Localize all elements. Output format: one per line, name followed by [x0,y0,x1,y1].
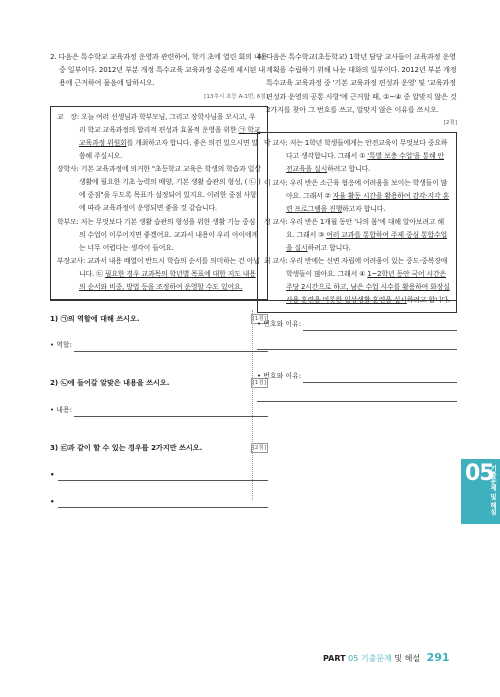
speaker-label: 학부모: [57,217,79,226]
subquestion-3 [50,441,268,454]
underlined-text: '특별 보충 수업'을 통해 안전교육을 실시 [286,152,445,174]
dialogue-line [57,255,261,294]
question-2 [50,50,268,300]
page-number: 291 [426,651,450,664]
question-4-points: [2점] [443,120,457,127]
answer-label: • 내용: [50,405,72,414]
underlined-text: 1~2학년 동안 국어 시간은 주당 2시간으로 하고, 남은 수업 시수를 활용하여 화장실 사용 훈련을 비롯한 일상생활 훈련을 실시 [286,270,450,305]
page-footer [323,651,450,664]
chapter-label: 기출문제 및 해설 [489,465,497,516]
question-2-source: [13추시 초등 A-1번, 6점] [204,93,268,100]
dialogue-text: 저는 1학년 학생들에게는 안전교육이 무엇보다 중요하다고 생각합니다. 그래서 ① [286,139,448,161]
answer-line-continued[interactable] [257,331,457,350]
points-badge: [1점] [252,380,266,387]
question-4 [257,50,457,313]
dialogue-text: 우리 반에는 신변 자립에 어려움이 있는 중도·중복장애 학생들이 많아요. 그래서 ④ [286,257,448,279]
question-4-header: 4) 다음은 특수학교(초등학교) 1학년 담당 교사들이 교육과정 운영 계획을 수립하기 위해 나눈 대화의 일부이다. 2012년 부분 개정 특수교육 교육과정 중 '기본 교육과정 편성과 운영' 및 '교육과정 편성과 운영의 공통 사항'에 근거할 때, ①~④ 중 알맞지 않은 것 2가지를 찾아 그 번호를 쓰고, 알맞지 않은 이유를 쓰시오. [257,52,457,114]
underlined-text: ㉠ 학교 교육과정 위원회 [79,125,261,147]
dialogue-text: 오늘 여러 선생님과 학부모님, 그리고 장학사님을 모시고, 우리 학교 교육과정의 합리적 편성과 효율적 운영을 위한 [79,112,256,134]
dialogue-line [57,111,261,163]
answer-field-content[interactable] [50,404,268,417]
answer-line[interactable] [74,408,268,417]
footer-title: 기출문제 [360,654,392,663]
dialogue-text: 하려고 합니다. [406,296,450,305]
dialogue-text: 를 개최하고자 합니다. 좋은 의견 있으시면 말씀해 주십시오. [79,139,258,161]
dialogue-line [264,177,450,216]
speaker-label: 교 장: [57,112,79,121]
answer-line[interactable] [58,472,268,481]
chapter-side-tab [461,459,500,524]
dialogue-line [264,137,450,176]
speaker-label: 이 교사: [264,178,288,187]
question-4-dialogue-box [257,132,457,313]
question-4-answers [257,304,457,402]
subquestion-stem: 1) ㉠의 역할에 대해 쓰시오. [50,314,140,323]
section-divider [50,300,457,301]
answer-field-number-reason-1[interactable] [257,318,457,331]
answer-field-role[interactable] [50,339,268,352]
dialogue-text: 하려고 합니다. [327,165,371,174]
dialogue-text: 하고자 합니다. [342,204,386,213]
speaker-label: 부장교사: [57,256,86,265]
dialogue-text: 하려고 합니다. [307,243,351,252]
underlined-text: 필요한 경우 교과목의 학년별 목표에 대한 지도 내용의 순서와 비중, 방법 등을 조정하여 운영할 수도 있어요. [79,269,256,292]
points-badge: [2점] [252,444,266,451]
dialogue-text: 기본 교육과정에 의거한 "초등학교 교육은 학생의 학습과 일상생활에 필요한 기초 능력의 배양, 기본 생활 습관의 형성, ( ㉡ )에 중점"을 두도록 목표가 설정되어 있지요. 이러한 중점 사항에 따라 교육과정이 운영되면 좋을 것 같습니다. [79,165,261,213]
speaker-label: 최 교사: [264,257,288,266]
footer-part: PART [323,654,346,663]
question-2-dialogue-box [50,106,268,300]
dialogue-line [57,163,261,215]
answer-line[interactable] [303,374,457,383]
answer-line[interactable] [58,499,268,508]
footer-title-suffix: 및 해설 [394,654,421,663]
speaker-label: 박 교사: [264,139,288,148]
answer-field-number-reason-2[interactable] [257,370,457,383]
question-2-header: 2. 다음은 특수학교 교육과정 운영과 관련하여, 학기 초에 열린 회의 내용 중 일부이다. 2012년 부분 개정 특수교육 교육과정 총론에 제시된 내용에 근거하여 물음에 답하시오. [50,52,268,88]
answer-label: • 번호와 이유: [257,320,302,328]
bullet-mark: • [50,470,55,480]
answer-field-case-2[interactable] [50,495,268,508]
footer-part-number: 05 [348,654,359,663]
question-2-subquestions [50,304,268,508]
underlined-text: 여러 교과를 통합하여 주제 중심 통합수업을 실시 [286,230,448,252]
dialogue-line [264,216,450,255]
bullet-mark: • [50,497,55,507]
dialogue-text: 우리 반은 1개월 동안 '나의 몸'에 대해 알아보려고 해요. 그래서 ③ [286,217,444,239]
dialogue-line [57,216,261,255]
dialogue-text: 저는 무엇보다 기본 생활 습관의 형성을 위한 생활 기능 중심의 수업이 이루어지면 좋겠어요. 교과서 내용이 우리 아이에게는 너무 어렵다는 생각이 들어요. [79,217,258,252]
dialogue-text: 교과서 내용 배열이 반드시 학습의 순서를 의미하는 건 아닙니다. ㉢ [79,256,260,278]
answer-line[interactable] [74,343,268,352]
dialogue-text: 우리 반은 소근육 협응에 어려움을 보이는 학생들이 많아요. 그래서 ② [286,178,448,200]
subquestion-2 [50,376,268,389]
points-badge: [1점] [252,316,266,322]
subquestion-stem: 3) ㉢과 같이 할 수 있는 경우를 2가지만 쓰시오. [50,442,203,452]
answer-field-case-1[interactable] [50,468,268,481]
answer-line-continued[interactable] [257,383,457,402]
answer-line[interactable] [303,322,457,331]
chapter-number: 05 [465,461,494,486]
underlined-text: 자율 활동 시간을 활용하여 감각·지각 훈련 프로그램을 진행 [286,191,450,213]
answer-label: • 역할: [50,341,72,350]
speaker-label: 정 교사: [264,217,288,226]
subquestion-stem: 2) ㉡에 들어갈 알맞은 내용을 쓰시오. [50,378,170,388]
speaker-label: 장학사: [57,165,79,174]
subquestion-1 [50,312,268,325]
answer-label: • 번호와 이유: [257,372,302,381]
